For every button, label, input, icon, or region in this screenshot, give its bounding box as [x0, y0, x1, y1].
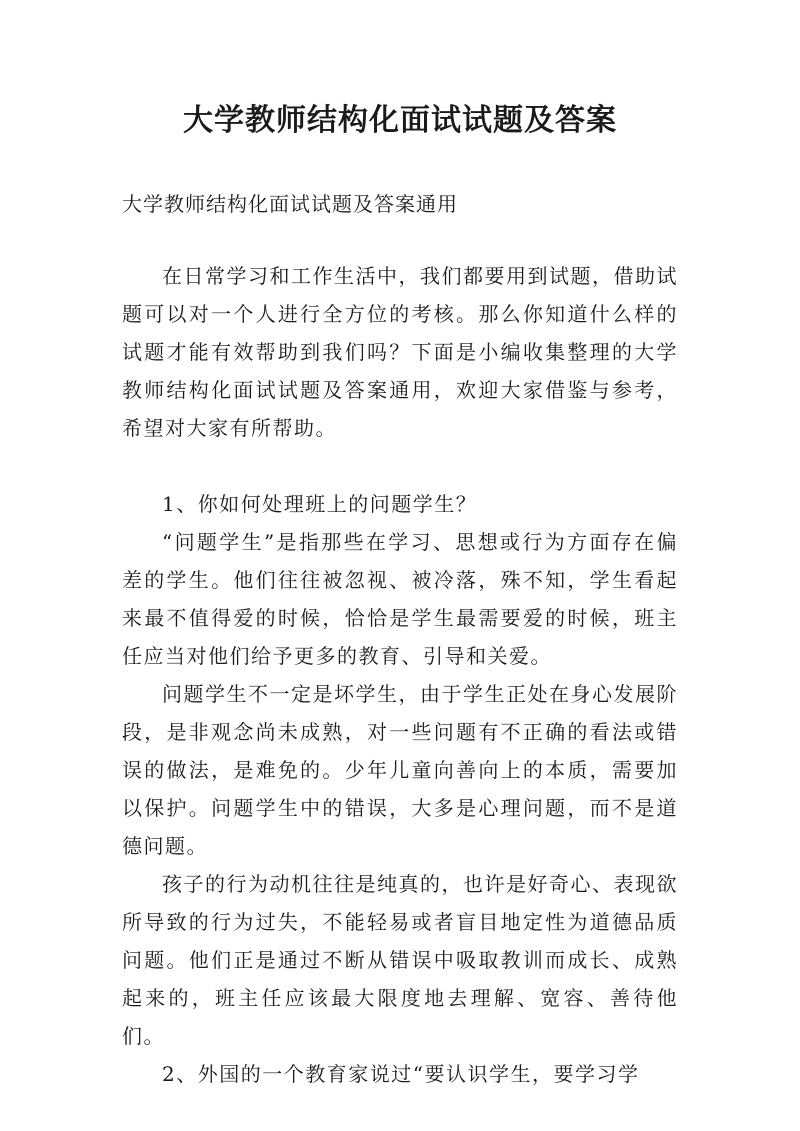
- answer-paragraph: 问题学生不一定是坏学生，由于学生正处在身心发展阶段，是非观念尚未成熟，对一些问题有不正确的看法或错误的做法，是难免的。少年儿童向善向上的本质，需要加以保护。问题学生中的错误，大多是心理问题，而不是道德问题。: [122, 682, 678, 858]
- question-1: 1、你如何处理班上的问题学生？: [162, 492, 478, 516]
- answer-paragraph: 孩子的行为动机往往是纯真的，也许是好奇心、表现欲所导致的行为过失，不能轻易或者盲目地定性为道德品质问题。他们正是通过不断从错误中吸取教训而成长、成熟起来的，班主任应该最大限度地去理解、宽容、善待他们。: [122, 872, 678, 1048]
- document-subtitle: 大学教师结构化面试试题及答案通用: [122, 192, 458, 216]
- question-2: 2、外国的一个教育家说过“要认识学生，要学习学: [162, 1062, 640, 1086]
- intro-paragraph: 在日常学习和工作生活中，我们都要用到试题，借助试题可以对一个人进行全方位的考核。那么你知道什么样的试题才能有效帮助到我们吗？下面是小编收集整理的大学教师结构化面试试题及答案通用，欢迎大家借鉴与参考，希望对大家有所帮助。: [122, 264, 678, 440]
- document-body: [122, 257, 678, 1093]
- answer-paragraph: “问题学生”是指那些在学习、思想或行为方面存在偏差的学生。他们往往被忽视、被冷落，殊不知，学生看起来最不值得爱的时候，恰恰是学生最需要爱的时候，班主任应当对他们给予更多的教育、引导和关爱。: [122, 530, 678, 668]
- document-title: 大学教师结构化面试试题及答案: [183, 103, 617, 138]
